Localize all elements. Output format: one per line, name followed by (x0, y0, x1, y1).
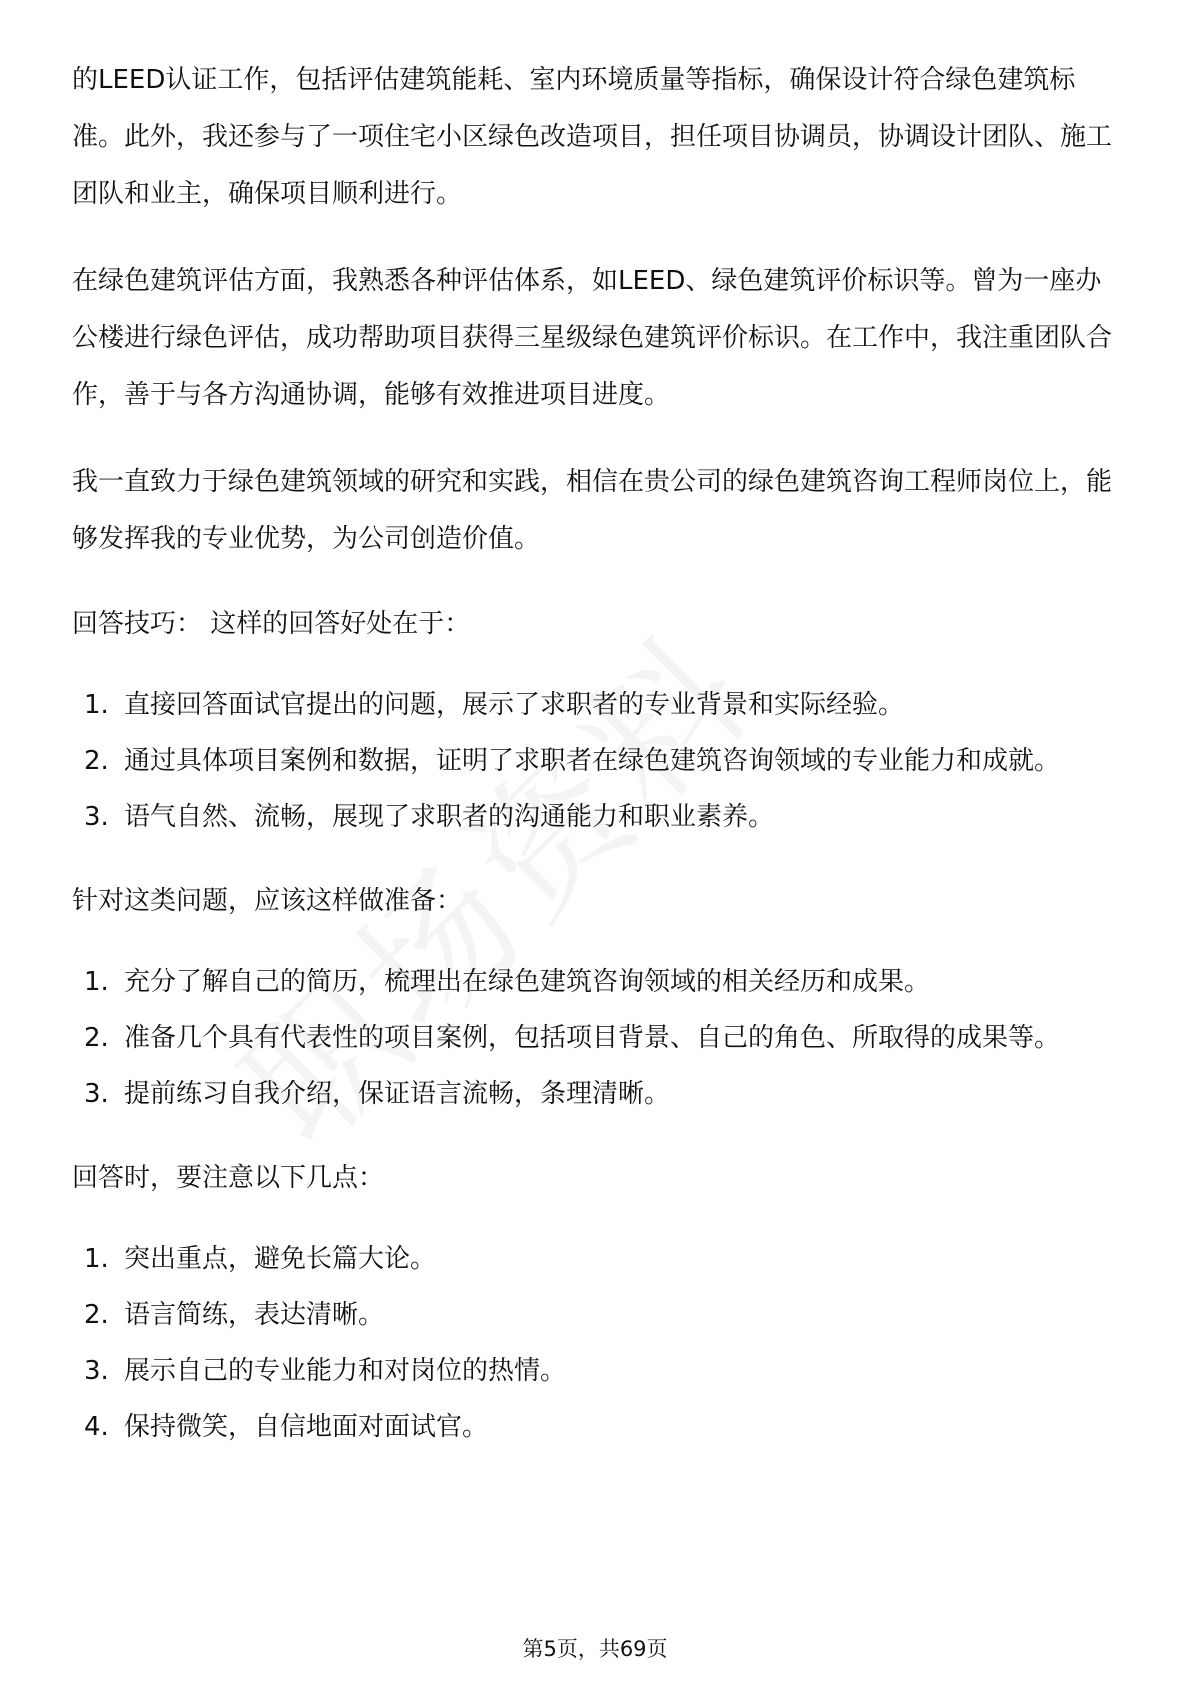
list-number: 3. (84, 1356, 109, 1386)
list-item-text: 语气自然、流畅，展现了求职者的沟通能力和职业素养。 (124, 802, 775, 832)
paragraph: 在绿色建筑评估方面，我熟悉各种评估体系，如LEED、绿色建筑评价标识等。曾为一座办公楼进行绿色评估，成功帮助项目获得三星级绿色建筑评价标识。在工作中，我注重团队合作，善于与各方沟通协调，能够有效推进项目进度。 (72, 266, 1113, 410)
list-item-text: 语言简练，表达清晰。 (124, 1300, 385, 1330)
list-item (72, 1343, 1117, 1399)
list-item (72, 789, 1117, 845)
list-item (72, 954, 1117, 1010)
page-number-footer: 第5页，共69页 (522, 1637, 668, 1661)
list-number: 1. (84, 1244, 109, 1274)
preparation-list (72, 954, 1117, 1122)
list-item (72, 1066, 1117, 1122)
list-item (72, 733, 1117, 789)
list-item-text: 直接回答面试官提出的问题，展示了求职者的专业背景和实际经验。 (124, 690, 905, 720)
list-item (72, 1287, 1117, 1343)
list-number: 4. (84, 1412, 109, 1442)
answer-tips-list (72, 677, 1117, 845)
list-item (72, 1399, 1117, 1455)
paragraph: 我一直致力于绿色建筑领域的研究和实践，相信在贵公司的绿色建筑咨询工程师岗位上，能够发挥我的专业优势，为公司创造价值。 (72, 467, 1113, 554)
list-item (72, 677, 1117, 733)
list-item-text: 充分了解自己的简历，梳理出在绿色建筑咨询领域的相关经历和成果。 (124, 967, 931, 997)
notes-list (72, 1231, 1117, 1455)
document-body (72, 52, 1117, 1455)
list-item-text: 保持微笑，自信地面对面试官。 (124, 1412, 489, 1442)
list-item-text: 准备几个具有代表性的项目案例，包括项目背景、自己的角色、所取得的成果等。 (124, 1023, 1061, 1053)
list-item-text: 展示自己的专业能力和对岗位的热情。 (124, 1356, 567, 1386)
list-item (72, 1231, 1117, 1287)
list-item-text: 突出重点，避免长篇大论。 (124, 1244, 437, 1274)
section-heading-notes: 回答时，要注意以下几点： (72, 1163, 385, 1193)
list-number: 1. (84, 967, 109, 997)
list-number: 2. (84, 1300, 109, 1330)
list-item-text: 提前练习自我介绍，保证语言流畅，条理清晰。 (124, 1079, 671, 1109)
list-number: 1. (84, 690, 109, 720)
list-number: 2. (84, 746, 109, 776)
section-heading-answer-tips: 回答技巧： 这样的回答好处在于： (72, 609, 471, 639)
list-number: 2. (84, 1023, 109, 1053)
section-heading-preparation: 针对这类问题，应该这样做准备： (72, 886, 463, 916)
list-number: 3. (84, 802, 109, 832)
paragraph: 的LEED认证工作，包括评估建筑能耗、室内环境质量等指标，确保设计符合绿色建筑标准。此外，我还参与了一项住宅小区绿色改造项目，担任项目协调员，协调设计团队、施工团队和业主，确保项目顺利进行。 (72, 65, 1113, 209)
list-item (72, 1010, 1117, 1066)
list-number: 3. (84, 1079, 109, 1109)
list-item-text: 通过具体项目案例和数据，证明了求职者在绿色建筑咨询领域的专业能力和成就。 (124, 746, 1061, 776)
